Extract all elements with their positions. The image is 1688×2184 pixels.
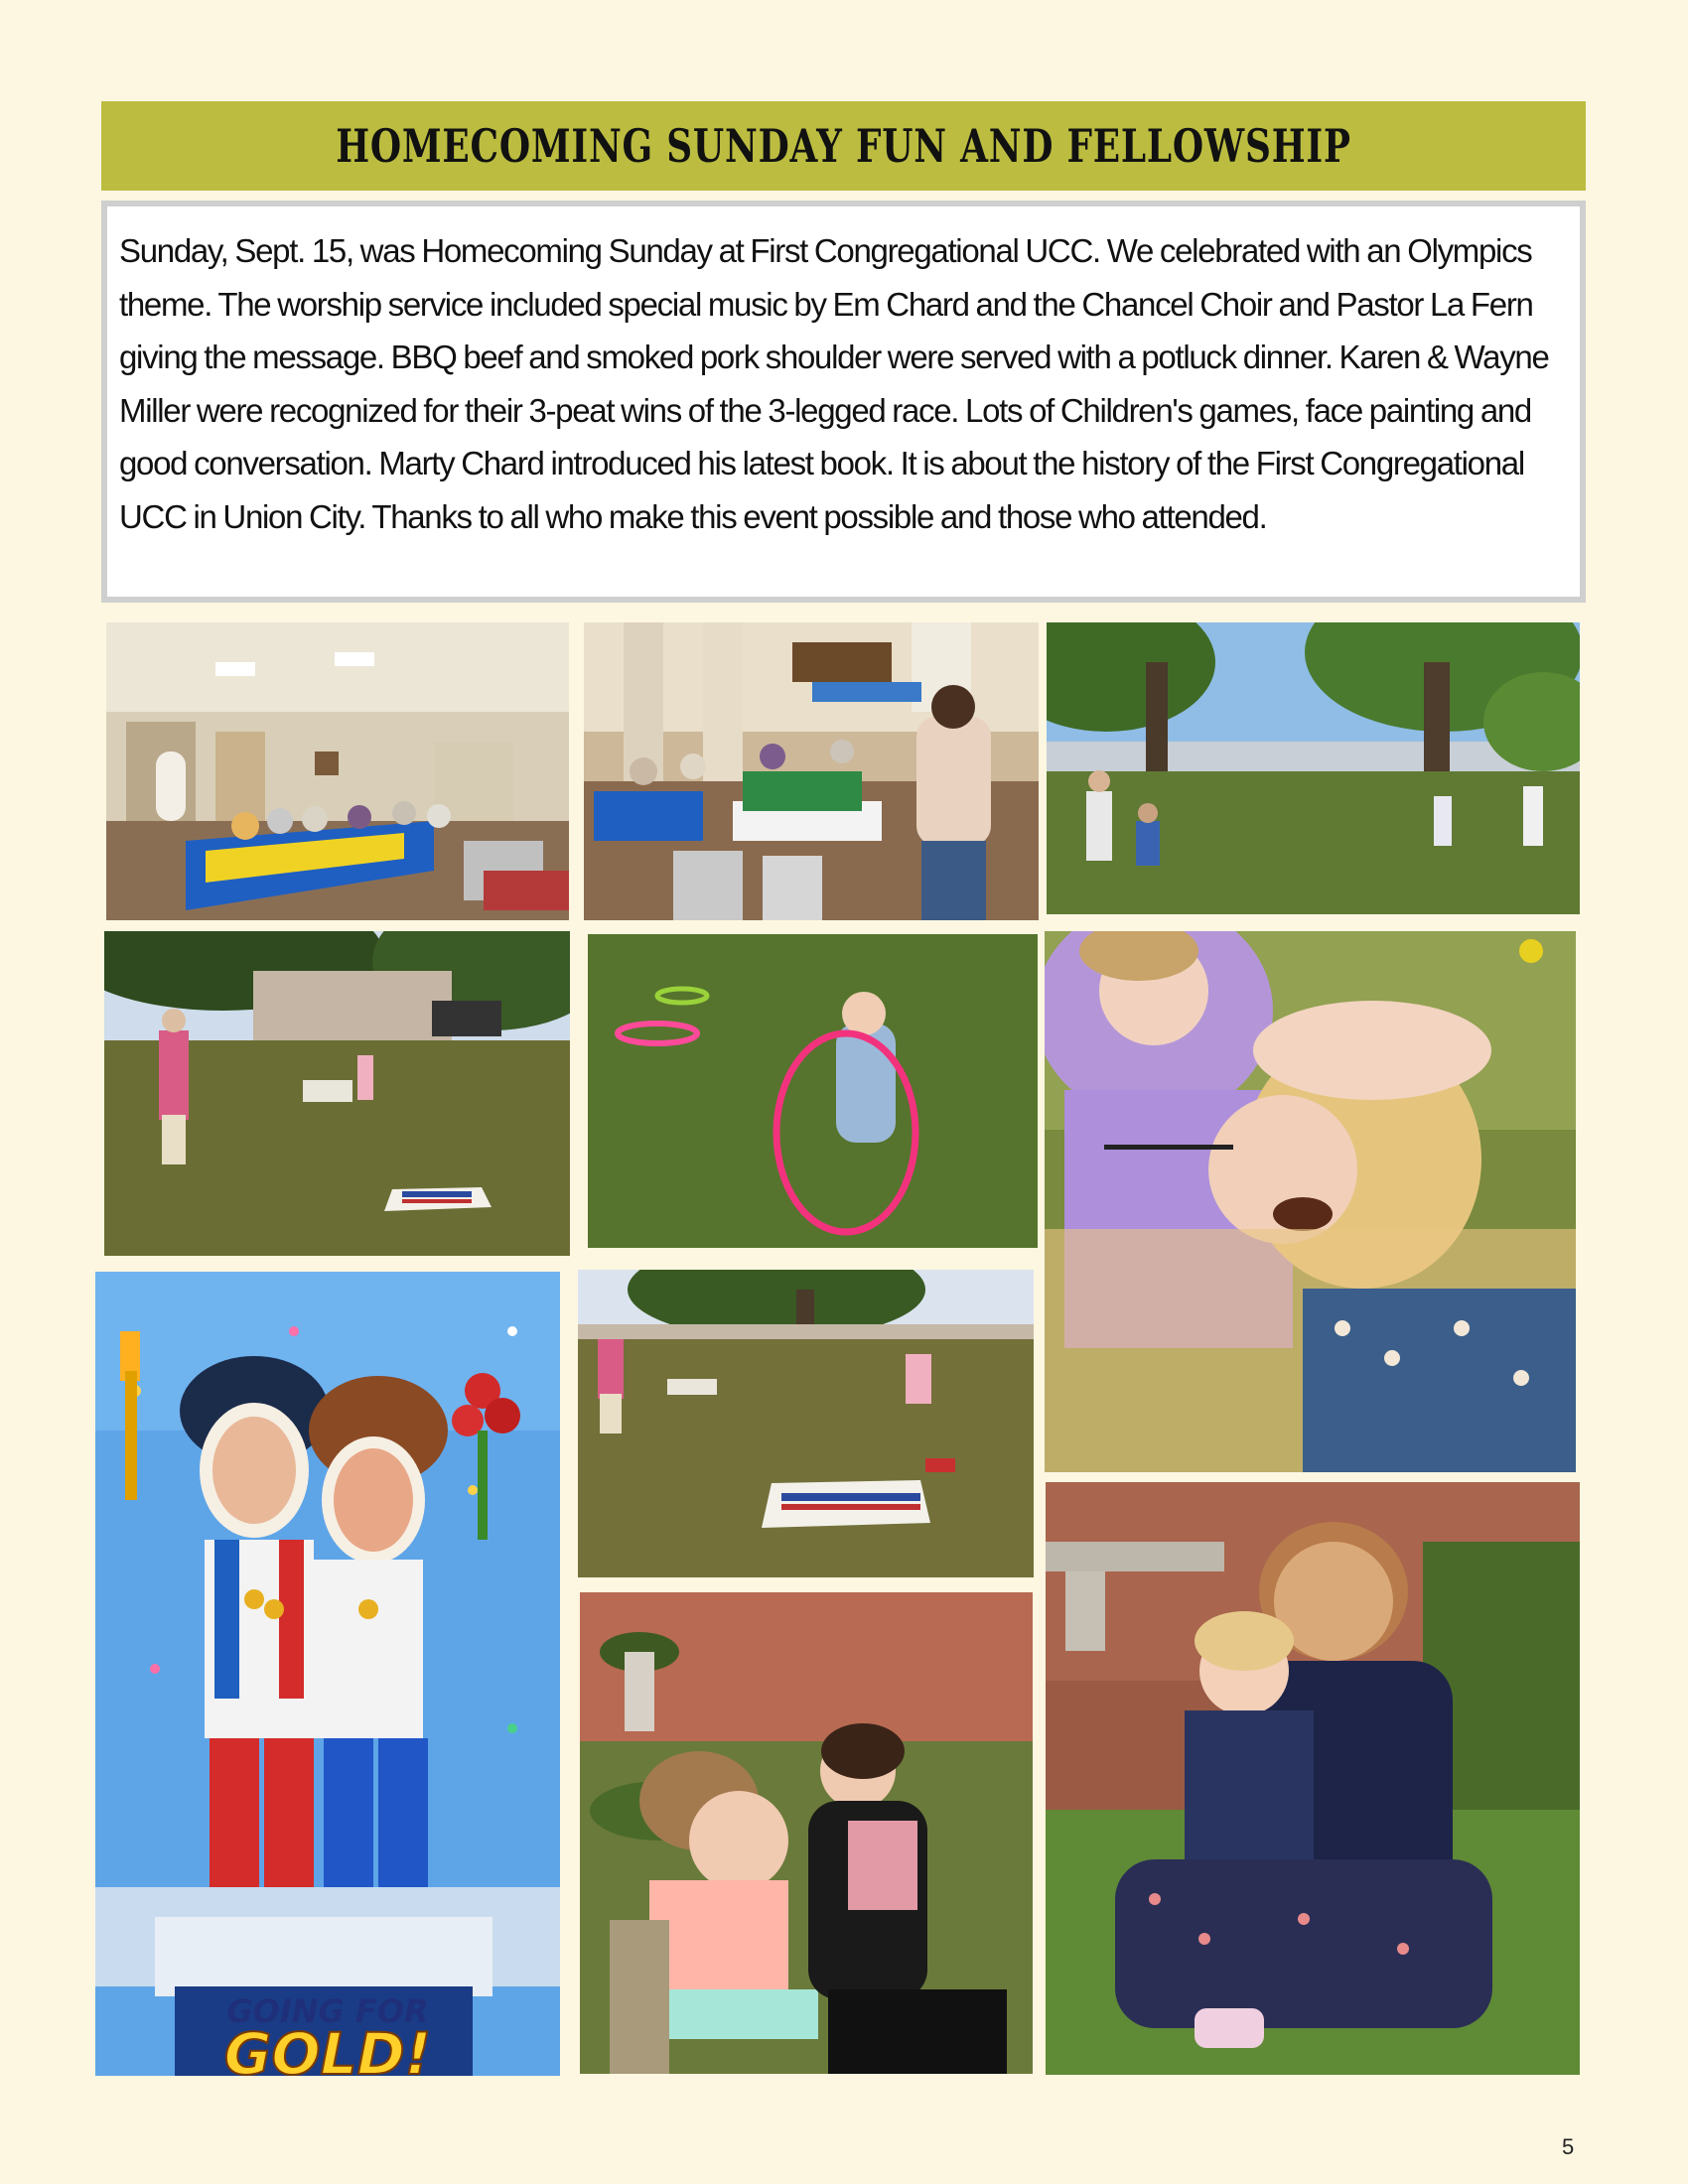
photo-toddler-hula-hoop (588, 934, 1038, 1248)
poster-gold-text: GOLD! (223, 2020, 432, 2076)
photo-cornhole-board (578, 1270, 1034, 1577)
photo-going-for-gold-poster (95, 1272, 560, 2076)
photo-mother-daughter (1046, 1482, 1580, 2075)
photo-face-painting-boy (580, 1592, 1033, 2074)
page-number: 5 (1562, 2134, 1575, 2159)
poster-going-for-text: GOING FOR (226, 1992, 429, 2030)
photo-lawn-games (1047, 622, 1580, 914)
story-box (101, 201, 1586, 603)
title-banner (101, 101, 1586, 191)
page-title: HOMECOMING SUNDAY FUN AND FELLOWSHIP (336, 119, 1351, 173)
photo-fellowship-hall (106, 622, 569, 920)
photo-face-painting-football (1045, 931, 1576, 1472)
story-text: Sunday, Sept. 15, was Homecoming Sunday at First Congregational UCC. We celebrated with an Olympics theme. The worship service included special music by Em Chard and the Chancel Choir and Pastor La Fern giving the message. BBQ beef and smoked pork shoulder were served with a potluck dinner. Karen & Wayne Miller were recognized for their 3-peat wins of the 3-legged race. Lots of Children's games, face painting and good conversation. Marty Chard introduced his latest book. It is about the history of the First Congregational UCC in Union City. Thanks to all who make this event possible and those who attended. (119, 232, 1549, 535)
photo-dinner-tables (584, 622, 1039, 920)
photo-cornhole-lawn (104, 931, 570, 1256)
